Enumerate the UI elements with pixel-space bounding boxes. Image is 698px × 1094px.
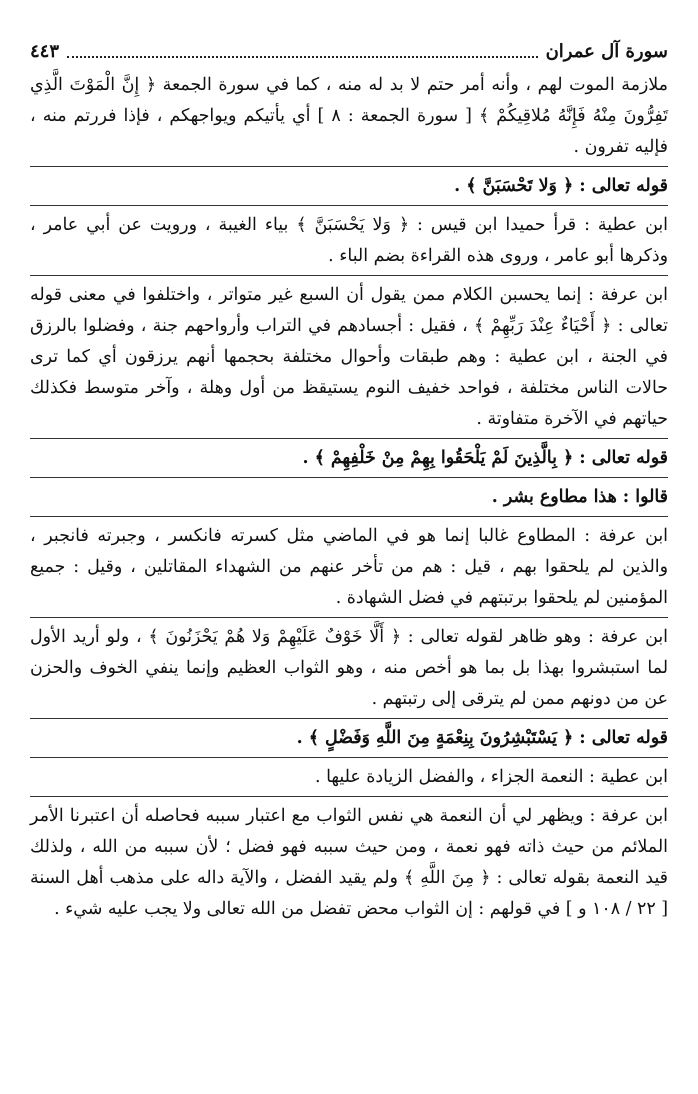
paragraph-separator — [30, 617, 668, 618]
commentary-paragraph: ملازمة الموت لهم ، وأنه أمر حتم لا بد له منه ، كما في سورة الجمعة ﴿ إِنَّ الْمَوْتَ الَّذِي تَفِرُّونَ مِنْهُ فَإِنَّهُ مُلاقِيكُمْ ﴾ [ سورة الجمعة : ٨ ] أي يأتيكم ويواجهكم ، فإذا فررتم منه ، فإليه تفرون . — [30, 75, 668, 157]
paragraph-separator — [30, 757, 668, 758]
verse-heading: قالوا : هذا مطاوع بشر . — [491, 487, 668, 507]
page-number: ٤٤٣ — [30, 40, 60, 62]
running-header — [30, 36, 668, 66]
commentary-paragraph: ابن عرفة : المطاوع غالبا إنما هو في الماضي مثل كسرته فانكسر ، وجبرته فانجبر ، والذين لم يلحقوا بهم ، قيل : هم من تأخر عنهم من الشهداء المقاتلين ، وقيل : جميع المؤمنين لم يلحقوا برتبتهم في فضل الشهادة . — [30, 526, 668, 608]
paragraph-separator — [30, 718, 668, 719]
commentary-paragraph: ابن عرفة : إنما يحسبن الكلام ممن يقول أن السبع غير متواتر ، واختلفوا في معنى قوله تعالى : ﴿ أَحْيَاءٌ عِنْدَ رَبِّهِمْ ﴾ ، فقيل : أجسادهم في التراب وأرواحهم جنة ، وفضلوا بالرزق في الجنة ، ابن عطية : وهم طبقات وأحوال مختلفة بحجمها أنهم يرزقون أي كما ترى حالات الناس مختلفة ، فواحد خفيف النوم يستيقظ من أول وهلة ، وآخر متوسط فكذلك حياتهم في الآخرة متفاوتة . — [30, 285, 668, 429]
book-page — [30, 36, 668, 1074]
verse-heading: قوله تعالى : ﴿ بِالَّذِينَ لَمْ يَلْحَقُوا بِهِمْ مِنْ خَلْفِهِمْ ﴾ . — [302, 448, 668, 468]
paragraph-separator — [30, 438, 668, 439]
paragraph-separator — [30, 477, 668, 478]
commentary-paragraph: ابن عرفة : ويظهر لي أن النعمة هي نفس الثواب مع اعتبار سببه فحاصله أن اعتبرنا الأمر الملائم من حيث ذاته فهو نعمة ، ومن حيث سببه فهو فضل ؛ لأن سببه من الله ، ولذلك قيد النعمة بقوله تعالى : ﴿ مِنَ اللَّهِ ﴾ ولم يقيد الفضل ، والآية داله على مذهب أهل السنة [ ٢٢ / ١٠٨ و ] في قولهم : إن الثواب محض تفضل من الله تعالى ولا يجب عليه شيء . — [30, 806, 668, 919]
commentary-paragraph: ابن عرفة : وهو ظاهر لقوله تعالى : ﴿ أَلَّا خَوْفٌ عَلَيْهِمْ وَلا هُمْ يَحْزَنُونَ ﴾ ، ولو أريد الأول لما استبشروا بهذا بل بما هو أخص منه ، وهو الثواب العظيم وإنما ينفي الخوف والحزن عن من دونهم ممن لم يترقى إلى رتبتهم . — [30, 627, 668, 709]
paragraph-separator — [30, 796, 668, 797]
paragraph-separator — [30, 275, 668, 276]
surah-title: سورة آل عمران — [545, 40, 668, 62]
commentary-paragraph: ابن عطية : النعمة الجزاء ، والفضل الزيادة عليها . — [315, 767, 668, 787]
paragraph-separator — [30, 516, 668, 517]
verse-heading: قوله تعالى : ﴿ يَسْتَبْشِرُونَ بِنِعْمَةٍ مِنَ اللَّهِ وَفَضْلٍ ﴾ . — [296, 728, 668, 748]
page-body — [30, 70, 668, 925]
paragraph-separator — [30, 205, 668, 206]
commentary-paragraph: ابن عطية : قرأ حميدا ابن قيس : ﴿ وَلا يَحْسَبَنَّ ﴾ بياء الغيبة ، ورويت عن أبي عامر ، وذكرها أبو عامر ، وروى هذه القراءة بضم الباء . — [30, 215, 668, 266]
paragraph-separator — [30, 166, 668, 167]
header-dotted-leader — [67, 44, 538, 58]
verse-heading: قوله تعالى : ﴿ وَلا تَحْسَبَنَّ ﴾ . — [454, 176, 668, 196]
